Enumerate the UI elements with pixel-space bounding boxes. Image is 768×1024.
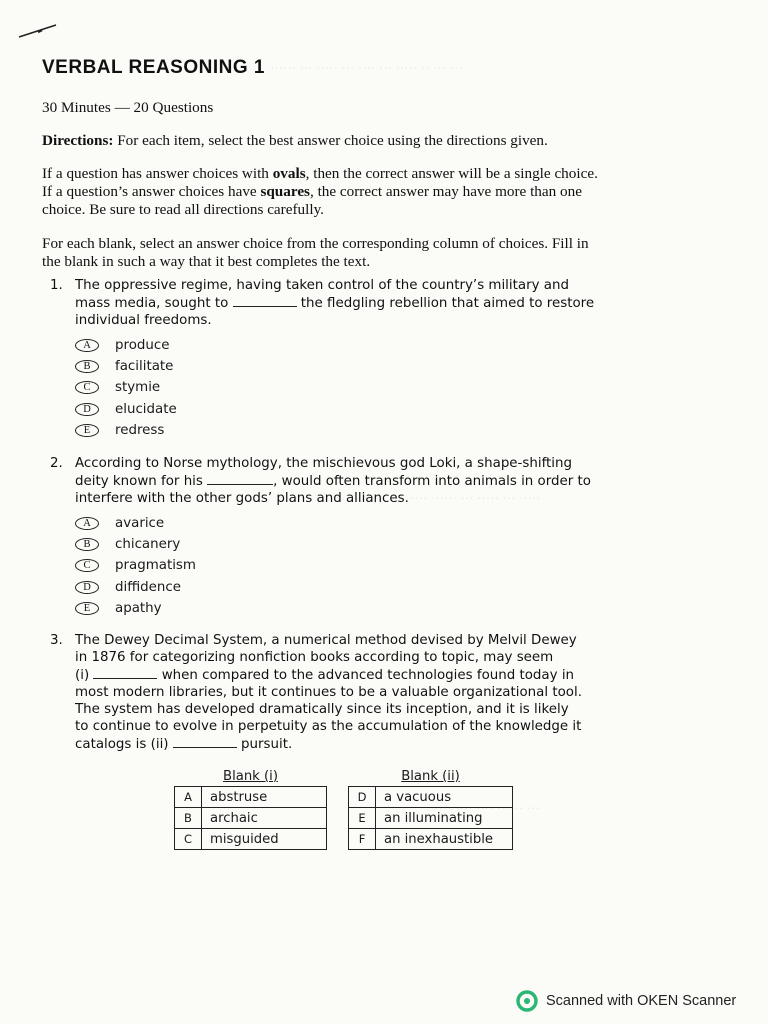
scanner-watermark — [516, 990, 736, 1012]
choice-oval[interactable]: B — [75, 360, 99, 373]
table-row[interactable] — [175, 829, 327, 850]
question-line: interfere with the other gods’ plans and alliances. — [75, 491, 409, 506]
test-duration: 30 Minutes — 20 Questions — [42, 99, 214, 116]
choice-word[interactable]: an illuminating — [376, 808, 513, 829]
question-fragment: , would often transform into animals in order to — [273, 474, 591, 489]
choice-word[interactable]: archaic — [202, 808, 327, 829]
choice-oval[interactable]: A — [75, 339, 99, 352]
choice-option[interactable] — [75, 377, 177, 398]
ovals-keyword: ovals — [272, 165, 306, 182]
choice-option[interactable] — [75, 420, 177, 441]
question-line: in 1876 for categorizing nonfiction books according to topic, may seem — [75, 650, 554, 665]
choice-label: redress — [115, 422, 165, 438]
choice-option[interactable] — [75, 555, 196, 576]
question-1-choices — [75, 335, 177, 441]
directions-label: Directions: — [42, 132, 114, 149]
question-line — [75, 735, 690, 753]
choice-oval[interactable]: A — [75, 517, 99, 530]
choice-oval[interactable]: E — [75, 602, 99, 615]
instruction-text: For each blank, select an answer choice from the corresponding column of choices. Fill in — [42, 235, 589, 252]
answer-format-instructions — [42, 165, 667, 219]
choice-letter[interactable]: C — [175, 829, 202, 850]
question-number: 1. — [50, 278, 63, 293]
instruction-text: the blank in such a way that it best completes the text. — [42, 253, 371, 270]
question-fragment: catalogs is (ii) — [75, 737, 173, 752]
choice-letter[interactable]: E — [349, 808, 376, 829]
choice-option[interactable] — [75, 534, 196, 555]
blank-i-table — [174, 766, 327, 850]
choice-oval[interactable]: B — [75, 538, 99, 551]
question-fragment: mass media, sought to — [75, 296, 233, 311]
answer-blank — [233, 294, 297, 307]
choice-label: apathy — [115, 600, 162, 616]
choice-label: chicanery — [115, 537, 181, 553]
question-2-choices — [75, 513, 196, 619]
question-line: The oppressive regime, having taken control of the country’s military and — [75, 278, 569, 293]
answer-blank-i — [93, 666, 157, 679]
choice-label: facilitate — [115, 359, 174, 375]
table-row[interactable] — [175, 808, 327, 829]
instruction-text: choice. Be sure to read all directions carefully. — [42, 201, 324, 218]
table-row[interactable] — [349, 808, 513, 829]
question-2 — [50, 455, 690, 507]
instruction-text: , then the correct answer will be a single choice. — [305, 165, 598, 182]
pen-mark-icon — [18, 22, 60, 40]
directions-text: For each item, select the best answer choice using the directions given. — [113, 132, 548, 149]
choice-letter[interactable]: D — [349, 787, 376, 808]
choice-option[interactable] — [75, 598, 196, 619]
question-line: individual freedoms. — [75, 313, 212, 328]
question-line: According to Norse mythology, the mischievous god Loki, a shape-shifting — [75, 456, 573, 471]
choice-label: produce — [115, 338, 170, 354]
question-line — [75, 472, 690, 490]
question-line: The system has developed dramatically since its inception, and it is likely — [75, 702, 569, 717]
choice-option[interactable] — [75, 399, 177, 420]
choice-label: diffidence — [115, 579, 181, 595]
question-text — [75, 277, 690, 329]
choice-option[interactable] — [75, 513, 196, 534]
table-row[interactable] — [175, 787, 327, 808]
choice-word[interactable]: misguided — [202, 829, 327, 850]
instruction-text: , the correct answer may have more than one — [309, 183, 582, 200]
blank-ii-header: Blank (ii) — [401, 768, 460, 784]
choice-label: elucidate — [115, 401, 177, 417]
question-fragment: when compared to the advanced technologies found today in — [157, 668, 575, 683]
bleed-through-text: ····· ··· ····· ··· ······ ···· — [410, 490, 541, 505]
question-line — [75, 294, 690, 312]
choice-label: pragmatism — [115, 558, 196, 574]
choice-letter[interactable]: F — [349, 829, 376, 850]
choice-letter[interactable]: A — [175, 787, 202, 808]
directions — [42, 132, 662, 150]
instruction-text: If a question has answer choices with — [42, 165, 273, 182]
choice-oval[interactable]: E — [75, 424, 99, 437]
blank-i-header: Blank (i) — [223, 768, 278, 784]
answer-blank — [207, 472, 273, 485]
question-text — [75, 455, 690, 507]
bleed-through-text: ··· ··· ·· ····· ··· ···· ··· ····· ··· ······ — [270, 60, 463, 75]
bleed-through-text: ··· ······ ···· ···· ····· — [430, 800, 540, 815]
question-3 — [50, 632, 690, 753]
choice-label: avarice — [115, 516, 165, 532]
choice-word[interactable]: an inexhaustible — [376, 829, 513, 850]
table-row[interactable] — [349, 787, 513, 808]
choice-word[interactable]: abstruse — [202, 787, 327, 808]
choice-option[interactable] — [75, 335, 177, 356]
question-line: to continue to evolve in perpetuity as the accumulation of the knowledge it — [75, 719, 582, 734]
question-fragment: the fledgling rebellion that aimed to restore — [296, 296, 595, 311]
choice-oval[interactable]: C — [75, 559, 99, 572]
choice-option[interactable] — [75, 577, 196, 598]
choice-oval[interactable]: D — [75, 581, 99, 594]
question-text — [75, 632, 690, 753]
choice-word[interactable]: a vacuous — [376, 787, 513, 808]
question-fragment: pursuit. — [236, 737, 293, 752]
question-fragment: (i) — [75, 668, 94, 683]
choice-label: stymie — [115, 380, 161, 396]
choice-option[interactable] — [75, 356, 177, 377]
scanner-text: Scanned with OKEN Scanner — [546, 993, 737, 1009]
question-line — [75, 666, 690, 684]
question-number: 2. — [50, 456, 63, 471]
question-number: 3. — [50, 633, 63, 648]
choice-oval[interactable]: D — [75, 403, 99, 416]
squares-keyword: squares — [260, 183, 310, 200]
question-fragment: deity known for his — [75, 474, 208, 489]
table-row[interactable] — [349, 829, 513, 850]
question-line: The Dewey Decimal System, a numerical method devised by Melvil Dewey — [75, 633, 577, 648]
blank-instructions — [42, 235, 667, 271]
instruction-text: If a question’s answer choices have — [42, 183, 261, 200]
question-line: most modern libraries, but it continues to be a valuable organizational tool. — [75, 685, 582, 700]
blank-ii-table — [348, 766, 513, 850]
question-1 — [50, 277, 690, 329]
page-title: VERBAL REASONING 1 — [42, 57, 265, 78]
oken-scanner-logo-icon — [516, 990, 538, 1012]
choice-letter[interactable]: B — [175, 808, 202, 829]
answer-blank-ii — [173, 735, 237, 748]
choice-oval[interactable]: C — [75, 381, 99, 394]
